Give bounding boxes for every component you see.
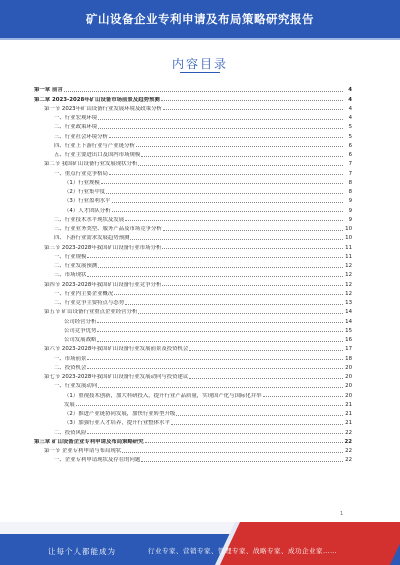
toc-entry-page: 6 [348,142,352,149]
toc-entry[interactable] [34,371,352,380]
toc-leader-dots [130,239,343,240]
toc-leader-dots [114,294,343,295]
toc-entry[interactable] [34,454,352,463]
toc-entry-page: 22 [345,429,352,436]
toc-leader-dots [145,442,343,443]
toc-leader-dots [136,146,343,147]
toc-entry[interactable] [34,260,352,269]
toc-entry[interactable] [34,232,352,241]
toc-entry-page: 13 [345,300,352,306]
toc-entry-page: 5 [348,124,352,131]
toc-leader-dots [125,304,343,305]
toc-entry[interactable] [34,103,352,112]
toc-entry[interactable] [34,223,352,232]
toc-heading: 内容目录 [171,57,228,71]
toc-entry-title: 一、行业宏观环境 [54,115,98,121]
toc-entry-title: 第一节 2023年矿山设备行业发展环境及政策分析 [44,105,162,112]
toc-entry-page: 8 [348,189,352,195]
toc-entry-page: 7 [348,161,352,168]
toc-entry-title: 一、企业专利申请现状及存在的问题 [54,457,141,464]
toc-entry-title: 第四节 2023-2028年我国矿山设备行业竞争分析 [44,281,162,288]
toc-leader-dots [97,341,343,342]
toc-entry-page: 9 [348,216,352,223]
toc-entry[interactable] [34,334,352,343]
toc-leader-dots [176,415,343,416]
toc-leader-dots [76,405,343,406]
toc-entry[interactable] [34,380,352,389]
footer-slogan: 让每个人都能成为 [48,547,116,556]
toc-entry[interactable] [34,130,352,139]
toc-entry-page: 22 [345,448,352,454]
toc-entry-title: 公司竞争优势 [64,327,97,334]
toc-entry[interactable] [34,297,352,306]
toc-entry-page: 12 [345,263,352,269]
toc-entry[interactable] [34,93,352,102]
toc-entry-page: 4 [348,115,352,121]
toc-leader-dots [125,220,343,221]
toc-entry[interactable] [34,445,352,454]
toc-leader-dots [163,230,343,231]
toc-entry[interactable] [34,269,352,278]
toc-entry-page: 12 [345,272,352,279]
toc-entry[interactable] [34,288,352,297]
toc-entry[interactable] [34,315,352,324]
toc-entry-page: 21 [345,401,352,408]
toc-entry[interactable] [34,112,352,121]
toc-leader-dots [122,452,343,453]
toc-entry[interactable] [34,121,352,130]
toc-entry-page: 20 [345,383,352,390]
toc-entry-title: （2）推进产业链协同发展，加快行业转型升级 [64,411,176,417]
toc-entry[interactable] [34,186,352,195]
toc-entry-page: 17 [345,346,352,353]
toc-entry-title: 二、投资机会 [54,364,87,371]
toc-entry-title: 五、行业主要进出口及国内市场规模 [54,152,141,158]
toc-entry-title: 四、行业上下游行业与产业链分析 [54,142,135,149]
page-number: 1 [340,511,344,517]
toc-leader-dots [263,396,344,397]
toc-leader-dots [87,359,343,360]
toc-entry[interactable] [34,343,352,352]
toc-leader-dots [97,322,343,323]
toc-entry-title: （2）行业集中度 [64,189,106,195]
toc-entry-page: 4 [348,96,352,103]
footer-red-slant [220,522,400,565]
toc-entry-title: 一、行业发展动向 [54,383,98,390]
toc-entry-title: 第一章 前言 [34,87,63,94]
toc-entry-page: 12 [345,290,352,297]
toc-entry-page: 20 [345,364,352,371]
toc-entry-title: 二、行业政策环境 [54,124,98,131]
header-divider [0,38,400,40]
toc-leader-dots [87,368,343,369]
toc-leader-dots [162,248,343,249]
toc-entry-page: 14 [345,318,352,325]
toc-leader-dots [97,331,343,332]
toc-entry-title: 发展 [64,401,75,408]
toc-leader-dots [101,183,343,184]
toc-entry-title: 第六节 2023-2028年我国矿山设备行业发展前景及投资机会 [44,346,189,353]
toc-entry-page: 20 [345,392,352,399]
toc-leader-dots [171,424,343,425]
toc-entry-title: 二、行业技术水平现状及发展 [54,216,125,223]
toc-entry-title: （1）行业规模 [64,179,100,186]
toc-entry[interactable] [34,167,352,176]
toc-entry-title: 第三章 矿山设备企业专利申请及布局策略研究 [34,438,144,445]
toc-entry-page: 18 [345,355,352,362]
toc-leader-dots [98,128,343,129]
toc-entry[interactable] [34,389,352,398]
toc-entry-page: 14 [345,309,352,316]
toc-entry-title: 三、行业业务类型、服务产品及市场竞争分析 [54,226,162,232]
toc-entry-page: 5 [348,133,352,140]
toc-entry[interactable] [34,195,352,204]
toc-entry-title: 一、行业规模 [54,253,87,260]
toc-entry-title: 三、市场现状 [54,272,87,279]
toc-entry-title: 第七节 2023-2028年我国矿山设备行业发展动向与投资建议 [44,374,189,380]
toc-entry[interactable] [34,278,352,287]
toc-entry-page: 11 [345,244,352,251]
toc-entry[interactable] [34,362,352,371]
toc-entry[interactable] [34,204,352,213]
footer-banner [0,522,400,565]
toc-leader-dots [87,276,343,277]
toc-entry-page: 4 [348,105,352,112]
toc-entry-title: 第二章 2023-2028年矿山设备市场前景及趋势预测 [34,96,160,103]
toc-entry[interactable] [34,158,352,167]
toc-leader-dots [161,100,343,101]
toc-leader-dots [162,285,343,286]
toc-leader-dots [141,156,343,157]
toc-leader-dots [189,378,343,379]
table-of-contents [34,84,352,463]
toc-leader-dots [138,165,343,166]
toc-entry-title: 第三节 2023-2028年我国矿山设备行业市场分析 [44,244,162,251]
toc-entry-title: （3）行业盈利水平 [64,198,111,205]
toc-entry-title: 一、行业内主要企业概况 [54,290,114,297]
toc-entry-title: 第五节 矿山设备行业重点企业经营分析 [44,309,138,316]
toc-entry[interactable] [34,251,352,260]
toc-leader-dots [141,461,343,462]
toc-entry-title: 二、行业竞争主要特点与态势 [54,300,125,306]
toc-leader-dots [98,267,343,268]
toc-leader-dots [163,109,343,110]
toc-entry[interactable] [34,84,352,93]
toc-entry[interactable] [34,417,352,426]
toc-leader-dots [98,387,343,388]
toc-entry[interactable] [34,214,352,223]
toc-entry-title: 公司发展战略 [64,337,97,343]
toc-leader-dots [87,433,343,434]
footer-tags: 行业专家、营销专家、管理专家、战略专家、成功企业家…… [148,547,337,555]
toc-entry-page: 16 [345,337,352,343]
toc-entry-page: 11 [345,253,352,260]
report-title: 矿山设备企业专利申请及布局策略研究报告 [86,12,314,26]
toc-entry-title: （1）重视技术创新，加大科研投入，提升行业产品质量，实现国产化与国际化并举 [64,392,262,399]
toc-entry[interactable] [34,149,352,158]
toc-entry-page: 6 [348,152,352,158]
toc-entry[interactable] [34,140,352,149]
toc-leader-dots [138,313,343,314]
toc-entry-page: 7 [348,170,352,177]
toc-leader-dots [87,257,343,258]
toc-entry-title: 公司经营分析 [64,318,97,325]
toc-entry-title: 二、行业发展预测 [54,263,98,269]
toc-entry-page: 22 [345,457,352,464]
toc-entry-title: 三、行业社会环境分析 [54,133,108,140]
toc-entry-page: 21 [345,420,352,427]
toc-entry-page: 22 [344,438,352,445]
toc-entry-title: 第一节 企业专利申请与布局现状 [44,448,122,454]
toc-entry-page: 4 [348,87,352,94]
toc-entry-title: （4）人才团队分析 [64,207,111,214]
toc-leader-dots [189,350,343,351]
toc-entry-page: 21 [345,411,352,417]
toc-entry-page: 15 [345,327,352,334]
toc-entry-page: 20 [345,374,352,380]
toc-leader-dots [109,137,343,138]
toc-entry[interactable] [34,408,352,417]
toc-entry-title: 一、市场前景 [54,355,87,362]
toc-leader-dots [106,193,343,194]
toc-entry-title: （3）加强行业人才培养，提升行业整体水平 [64,420,170,427]
toc-entry[interactable] [34,241,352,250]
toc-entry-page: 10 [345,226,352,232]
toc-entry-page: 12 [345,281,352,288]
toc-heading-underline [180,72,220,73]
toc-entry-page: 9 [348,198,352,205]
toc-entry-page: 9 [348,207,352,214]
toc-entry[interactable] [34,426,352,435]
toc-entry[interactable] [34,325,352,334]
toc-leader-dots [109,174,343,175]
toc-entry-title: 第二节 我国矿山设备行业发展现状分析 [44,161,138,168]
toc-entry[interactable] [34,306,352,315]
toc-entry-title: 四、下游行业需求发展趋势预测 [54,235,130,242]
toc-leader-dots [112,202,343,203]
toc-leader-dots [64,91,343,92]
toc-entry[interactable] [34,436,352,445]
toc-entry-page: 8 [348,179,352,186]
report-header [0,0,400,38]
toc-entry[interactable] [34,177,352,186]
toc-entry[interactable] [34,399,352,408]
toc-leader-dots [112,211,343,212]
toc-entry-title: 二、投资风险 [54,429,87,436]
toc-entry-page: 10 [345,235,352,242]
toc-entry[interactable] [34,352,352,361]
toc-entry-title: 一、重点行业竞争格局 [54,170,108,177]
toc-leader-dots [98,119,343,120]
